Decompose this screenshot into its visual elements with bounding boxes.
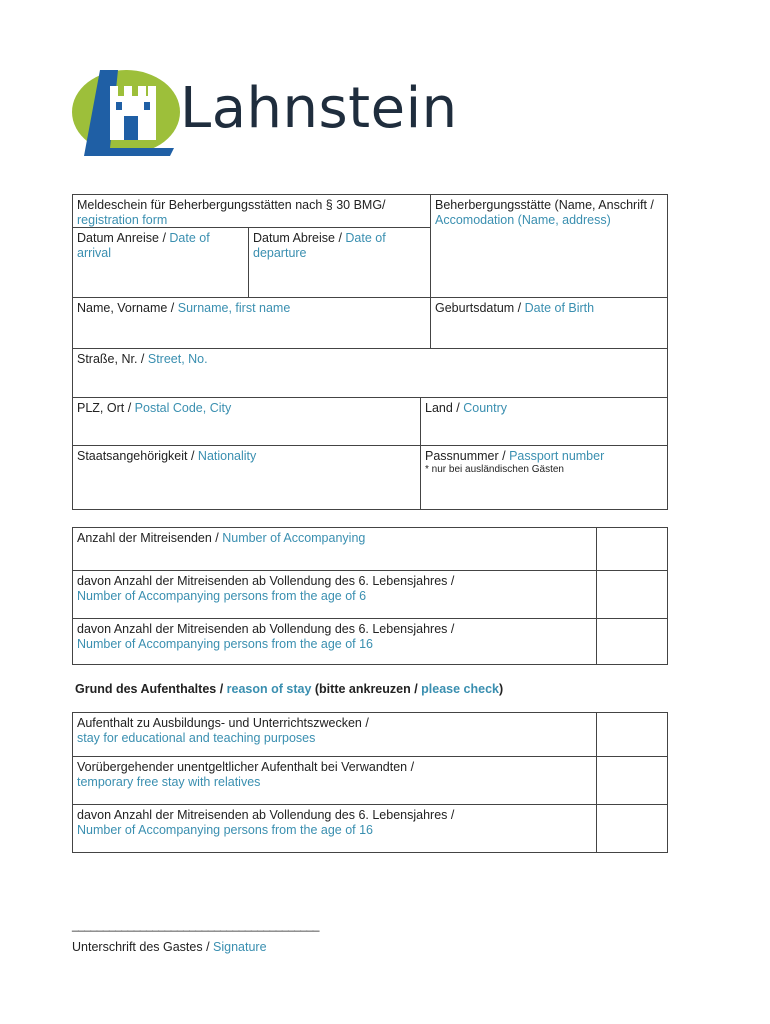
departure-label-en: Date of departure xyxy=(253,231,386,260)
reason-row2-en: temporary free stay with relatives xyxy=(77,775,261,789)
companions-count-label xyxy=(72,527,596,570)
passport-label-en: Passport number xyxy=(509,449,605,463)
reason-relatives-label xyxy=(72,756,596,804)
companions-age6-label xyxy=(72,570,596,618)
country-label-en: Country xyxy=(463,401,508,415)
departure-date-field[interactable] xyxy=(248,227,430,297)
lahnstein-logo xyxy=(70,66,460,158)
reason-row3-de: davon Anzahl der Mitreisenden ab Vollendung des 6. Lebensjahres / xyxy=(77,808,455,822)
signature-label-de: Unterschrift des Gastes / xyxy=(72,940,214,954)
form-title-de: Meldeschein für Beherbergungsstätten nach § 30 BMG/ xyxy=(77,198,386,212)
reason-education-label xyxy=(72,712,596,756)
reason-row3-en: Number of Accompanying persons from the age of 16 xyxy=(77,823,373,837)
birth-date-field[interactable] xyxy=(430,297,668,348)
reason-age16-label xyxy=(72,804,596,853)
form-title-cell xyxy=(72,194,430,227)
reason-age16-input[interactable] xyxy=(596,804,668,853)
reason-heading-de2: (bitte ankreuzen / xyxy=(311,682,422,696)
departure-label-de: Datum Abreise / xyxy=(253,231,346,245)
reason-heading-en1: reason of stay xyxy=(226,682,312,696)
arrival-date-field[interactable] xyxy=(72,227,248,297)
street-field[interactable] xyxy=(72,348,668,397)
reason-heading xyxy=(75,682,503,696)
reason-row2-de: Vorübergehender unentgeltlicher Aufenthalt bei Verwandten / xyxy=(77,760,415,774)
castle-emblem-icon xyxy=(70,66,182,158)
companions-row2-en: Number of Accompanying persons from the age of 6 xyxy=(77,589,367,603)
reason-heading-en2: please check xyxy=(421,682,499,696)
name-field[interactable] xyxy=(72,297,430,348)
street-label-en: Street, No. xyxy=(147,352,208,366)
companions-row3-en: Number of Accompanying persons from the age of 16 xyxy=(77,637,373,651)
nationality-label-de: Staatsangehörigkeit / xyxy=(77,449,198,463)
arrival-label-de: Datum Anreise / xyxy=(77,231,170,245)
nationality-field[interactable] xyxy=(72,445,420,510)
birth-label-en: Date of Birth xyxy=(524,301,595,315)
companions-row2-de: davon Anzahl der Mitreisenden ab Vollendung des 6. Lebensjahres / xyxy=(77,574,455,588)
signature-line[interactable]: ________________________________________ xyxy=(72,918,319,932)
companions-age16-input[interactable] xyxy=(596,618,668,665)
accommodation-label-de: Beherbergungsstätte (Name, Anschrift / xyxy=(435,198,654,212)
city-label-en: Postal Code, City xyxy=(134,401,232,415)
companions-age16-label xyxy=(72,618,596,665)
reason-education-checkbox[interactable] xyxy=(596,712,668,756)
name-label-en: Surname, first name xyxy=(177,301,291,315)
country-label-de: Land / xyxy=(425,401,464,415)
city-label-de: PLZ, Ort / xyxy=(77,401,135,415)
companions-row1-de: Anzahl der Mitreisenden / xyxy=(77,531,223,545)
form-title-en: registration form xyxy=(77,213,168,227)
reason-relatives-checkbox[interactable] xyxy=(596,756,668,804)
signature-label xyxy=(72,940,267,954)
accommodation-field[interactable] xyxy=(430,194,668,297)
passport-field[interactable] xyxy=(420,445,668,510)
reason-row1-de: Aufenthalt zu Ausbildungs- und Unterrichtszwecken / xyxy=(77,716,369,730)
name-label-de: Name, Vorname / xyxy=(77,301,178,315)
reason-row1-en: stay for educational and teaching purposes xyxy=(77,731,316,745)
accommodation-label-en: Accomodation (Name, address) xyxy=(435,213,611,227)
nationality-label-en: Nationality xyxy=(197,449,257,463)
street-label-de: Straße, Nr. / xyxy=(77,352,148,366)
signature-label-en: Signature xyxy=(213,940,267,954)
logo-wordmark: Lahnstein xyxy=(180,76,458,141)
country-field[interactable] xyxy=(420,397,668,445)
arrival-label-en: Date of arrival xyxy=(77,231,210,260)
reason-heading-de1: Grund des Aufenthaltes / xyxy=(75,682,227,696)
birth-label-de: Geburtsdatum / xyxy=(435,301,525,315)
passport-note: * nur bei ausländischen Gästen xyxy=(425,464,564,475)
companions-row3-de: davon Anzahl der Mitreisenden ab Vollendung des 6. Lebensjahres / xyxy=(77,622,455,636)
postal-city-field[interactable] xyxy=(72,397,420,445)
companions-age6-input[interactable] xyxy=(596,570,668,618)
reason-heading-end: ) xyxy=(499,682,504,696)
companions-count-input[interactable] xyxy=(596,527,668,570)
companions-row1-en: Number of Accompanying xyxy=(222,531,366,545)
passport-label-de: Passnummer / xyxy=(425,449,510,463)
